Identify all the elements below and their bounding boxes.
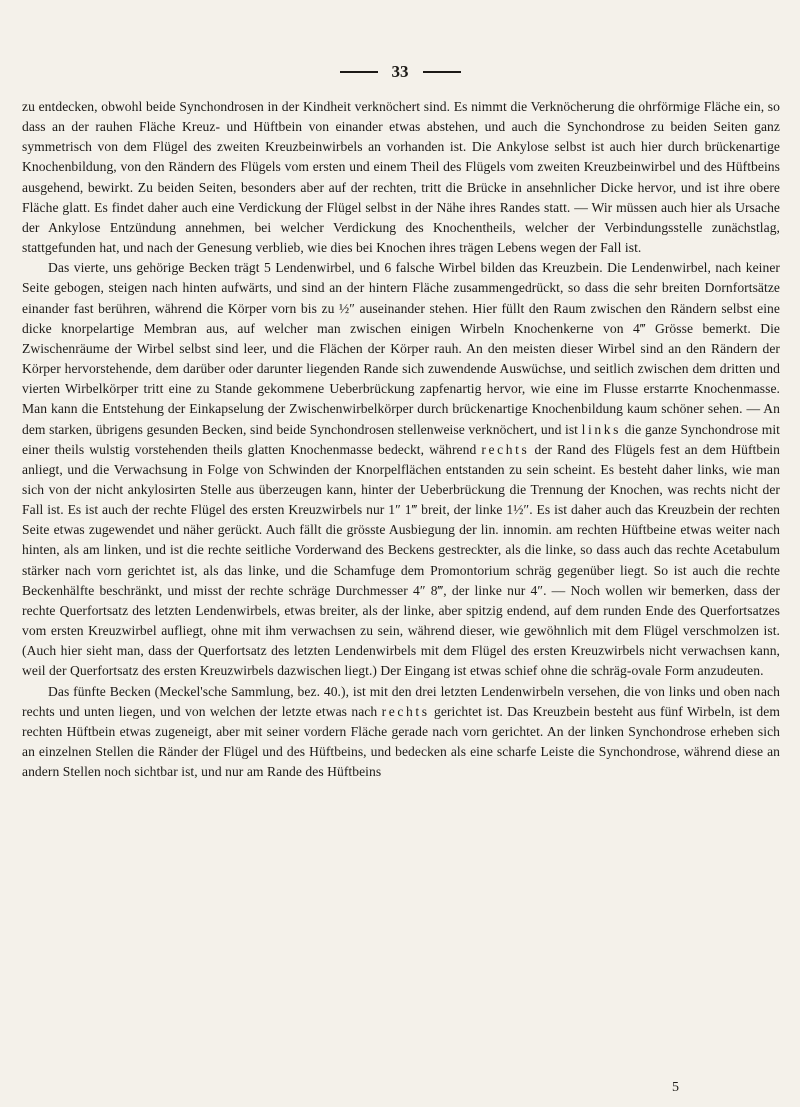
- page-header: [0, 62, 800, 82]
- emphasized-text: links: [581, 421, 622, 437]
- body-text: [22, 97, 780, 782]
- text-segment: zu entdecken, obwohl beide Synchondrosen in der Kindheit verknöchert sind. Es nimmt die Verknöcherung die ohrförmige Fläche ein, so dass an der rauhen Fläche Kreuz- und Hüftbein von einander etwas abstehen, und auch die Synchondrose zu beiden Seiten ganz symmetrisch von dem Flügel des zweiten Kreuzbeinwirbels an vorhanden ist. Die Ankylose selbst ist auch hier durch brückenartige Knochenbildung, von den Rändern des Flügels vom ersten und einem Theil des Flügels vom zweiten Kreuzbeinwirbel und des Hüftbeins ausgehend, bewirkt. Zu beiden Seiten, besonders aber auf der rechten, tritt die Brücke in ansehnlicher Dicke hervor, und ist ihre obere Fläche glatt. Es findet daher auch eine Verdickung der Flügel selbst in der Nähe ihres Randes statt. — Wir müssen auch hier als Ursache der Ankylose Entzündung annehmen, bei welcher Verdickung des Knochentheils, welcher der Verbindungsstelle zunächstlag, stattgefunden hat, und nach der Genesung verblieb, wie dies bei Knochen ihres trägen Lebens wegen der Fall ist.: [22, 99, 780, 256]
- emphasized-text: rechts: [481, 441, 530, 457]
- text-segment: gerichtet ist. Das Kreuzbein besteht aus fünf Wirbeln, ist dem rechten Hüftbein etwas zugeneigt, aber mit seiner vordern Fläche gerade nach vorn gerichtet. An der linken Synchondrose erheben sich an einzelnen Stellen die Ränder der Flügel und des Hüftbeins, und bedecken als eine scharfe Leiste die Synchondrose, während diese an andern Stellen noch sichtbar ist, und nur am Rande des Hüftbeins: [22, 703, 780, 780]
- paragraph: [22, 682, 780, 783]
- page-number: 33: [391, 62, 409, 81]
- header-dash-right: [423, 71, 461, 72]
- header-dash-left: [340, 71, 378, 72]
- signature-mark: 5: [672, 1080, 679, 1095]
- text-segment: Das fünfte Becken (Meckel'sche Sammlung, bez. 40.), ist mit den drei letzten Lendenwirbeln versehen, die von links und oben nach rechts und unten liegen, und von welchen der letzte etwas nach: [22, 683, 780, 719]
- paragraph: [22, 97, 780, 258]
- text-segment: Das vierte, uns gehörige Becken trägt 5 Lendenwirbel, und 6 falsche Wirbel bilden das Kreuzbein. Die Lendenwirbel, nach keiner Seite gebogen, steigen nach hinten aufwärts, und sind an der hintern Fläche zusammengedrückt, so dass die sehr breiten Dornfortsätze einander fast berühren, während die Körper vorn bis zu ½″ auseinander stehen. Hier füllt den Raum zwischen den Rändern selbst eine dicke knorpelartige Membran aus, auf welcher man zwischen einigen Wirbeln Knochenkerne von 4‴ Grösse bemerkt. Die Zwischenräume der Wirbel selbst sind leer, und die Flächen der Körper rauh. An den meisten dieser Wirbel sind an den Rändern der Körper hervorstehende, dem darüber oder darunter liegenden Rande sich zuwendende Auswüchse, und seitlich zwischen dem dritten und vierten Wirbelkörper tritt eine zu Stande gekommene Ueberbrückung zapfenartig hervor, wie eine im Flusse erstarrte Knochenmasse. Man kann die Entstehung der Einkapselung der Zwischenwirbelkörper durch brückenartige Knochenbildung kaum schöner sehen. — An dem starken, übrigens gesunden Becken, sind beide Synchondrosen stellenweise verknöchert, und ist: [22, 260, 780, 437]
- text-segment: der Rand des Flügels fest an dem Hüftbein anliegt, und die Verwachsung in Folge von Schwinden der Knorpelflächen entstanden zu sein scheint. Es besteht daher links, wie man sich von der nicht ankylosirten Stelle aus überzeugen kann, hinter der Ueberbrückung die Trennung der Knochen, was rechts nicht der Fall ist. Es ist auch der rechte Flügel des ersten Kreuzwirbels nur 1″ 1‴ breit, der linke 1½″. Es ist daher auch das Kreuzbein der rechten Seite etwas zugewendet und näher gerückt. Auch fällt die grösste Ausbiegung der lin. innomin. am rechten Hüftbeine etwas weiter nach hinten, als am linken, und ist die rechte seitliche Vorderwand des Beckens gestreckter, als die linke, so dass auch das rechte Acetabulum stärker nach vorn gerichtet ist, als das linke, und die Schamfuge dem Promontorium schräg gegenüber liegt. So ist auch die rechte Beckenhälfte beschränkt, und misst der rechte schräge Durchmesser 4″ 8‴, der linke nur 4″. — Noch wollen wir bemerken, dass der rechte Querfortsatz des letzten Lendenwirbels, etwas breiter, als der linke, aber spitzig endend, auf dem runden Ende des Querfortsatzes vom ersten Kreuzwirbel aufliegt, ohne mit ihm verwachsen zu sein, während dieser, wie gewöhnlich mit dem Flügel verschmolzen ist. (Auch hier sieht man, dass der Querfortsatz des letzten Lendenwirbels mit dem Flügel des ersten Kreuzwirbels nicht verwachsen kann, weil der Querfortsatz des ersten Kreuzwirbels dazwischen liegt.) Der Eingang ist etwas schief ohne die schräg-ovale Form anzudeuten.: [22, 441, 780, 679]
- paragraph: [22, 258, 780, 681]
- emphasized-text: rechts: [381, 703, 430, 719]
- text-segment: die ganze Synchondrose mit einer theils wulstig vorstehenden theils glatten Knochenmasse bedeckt, während: [22, 421, 780, 457]
